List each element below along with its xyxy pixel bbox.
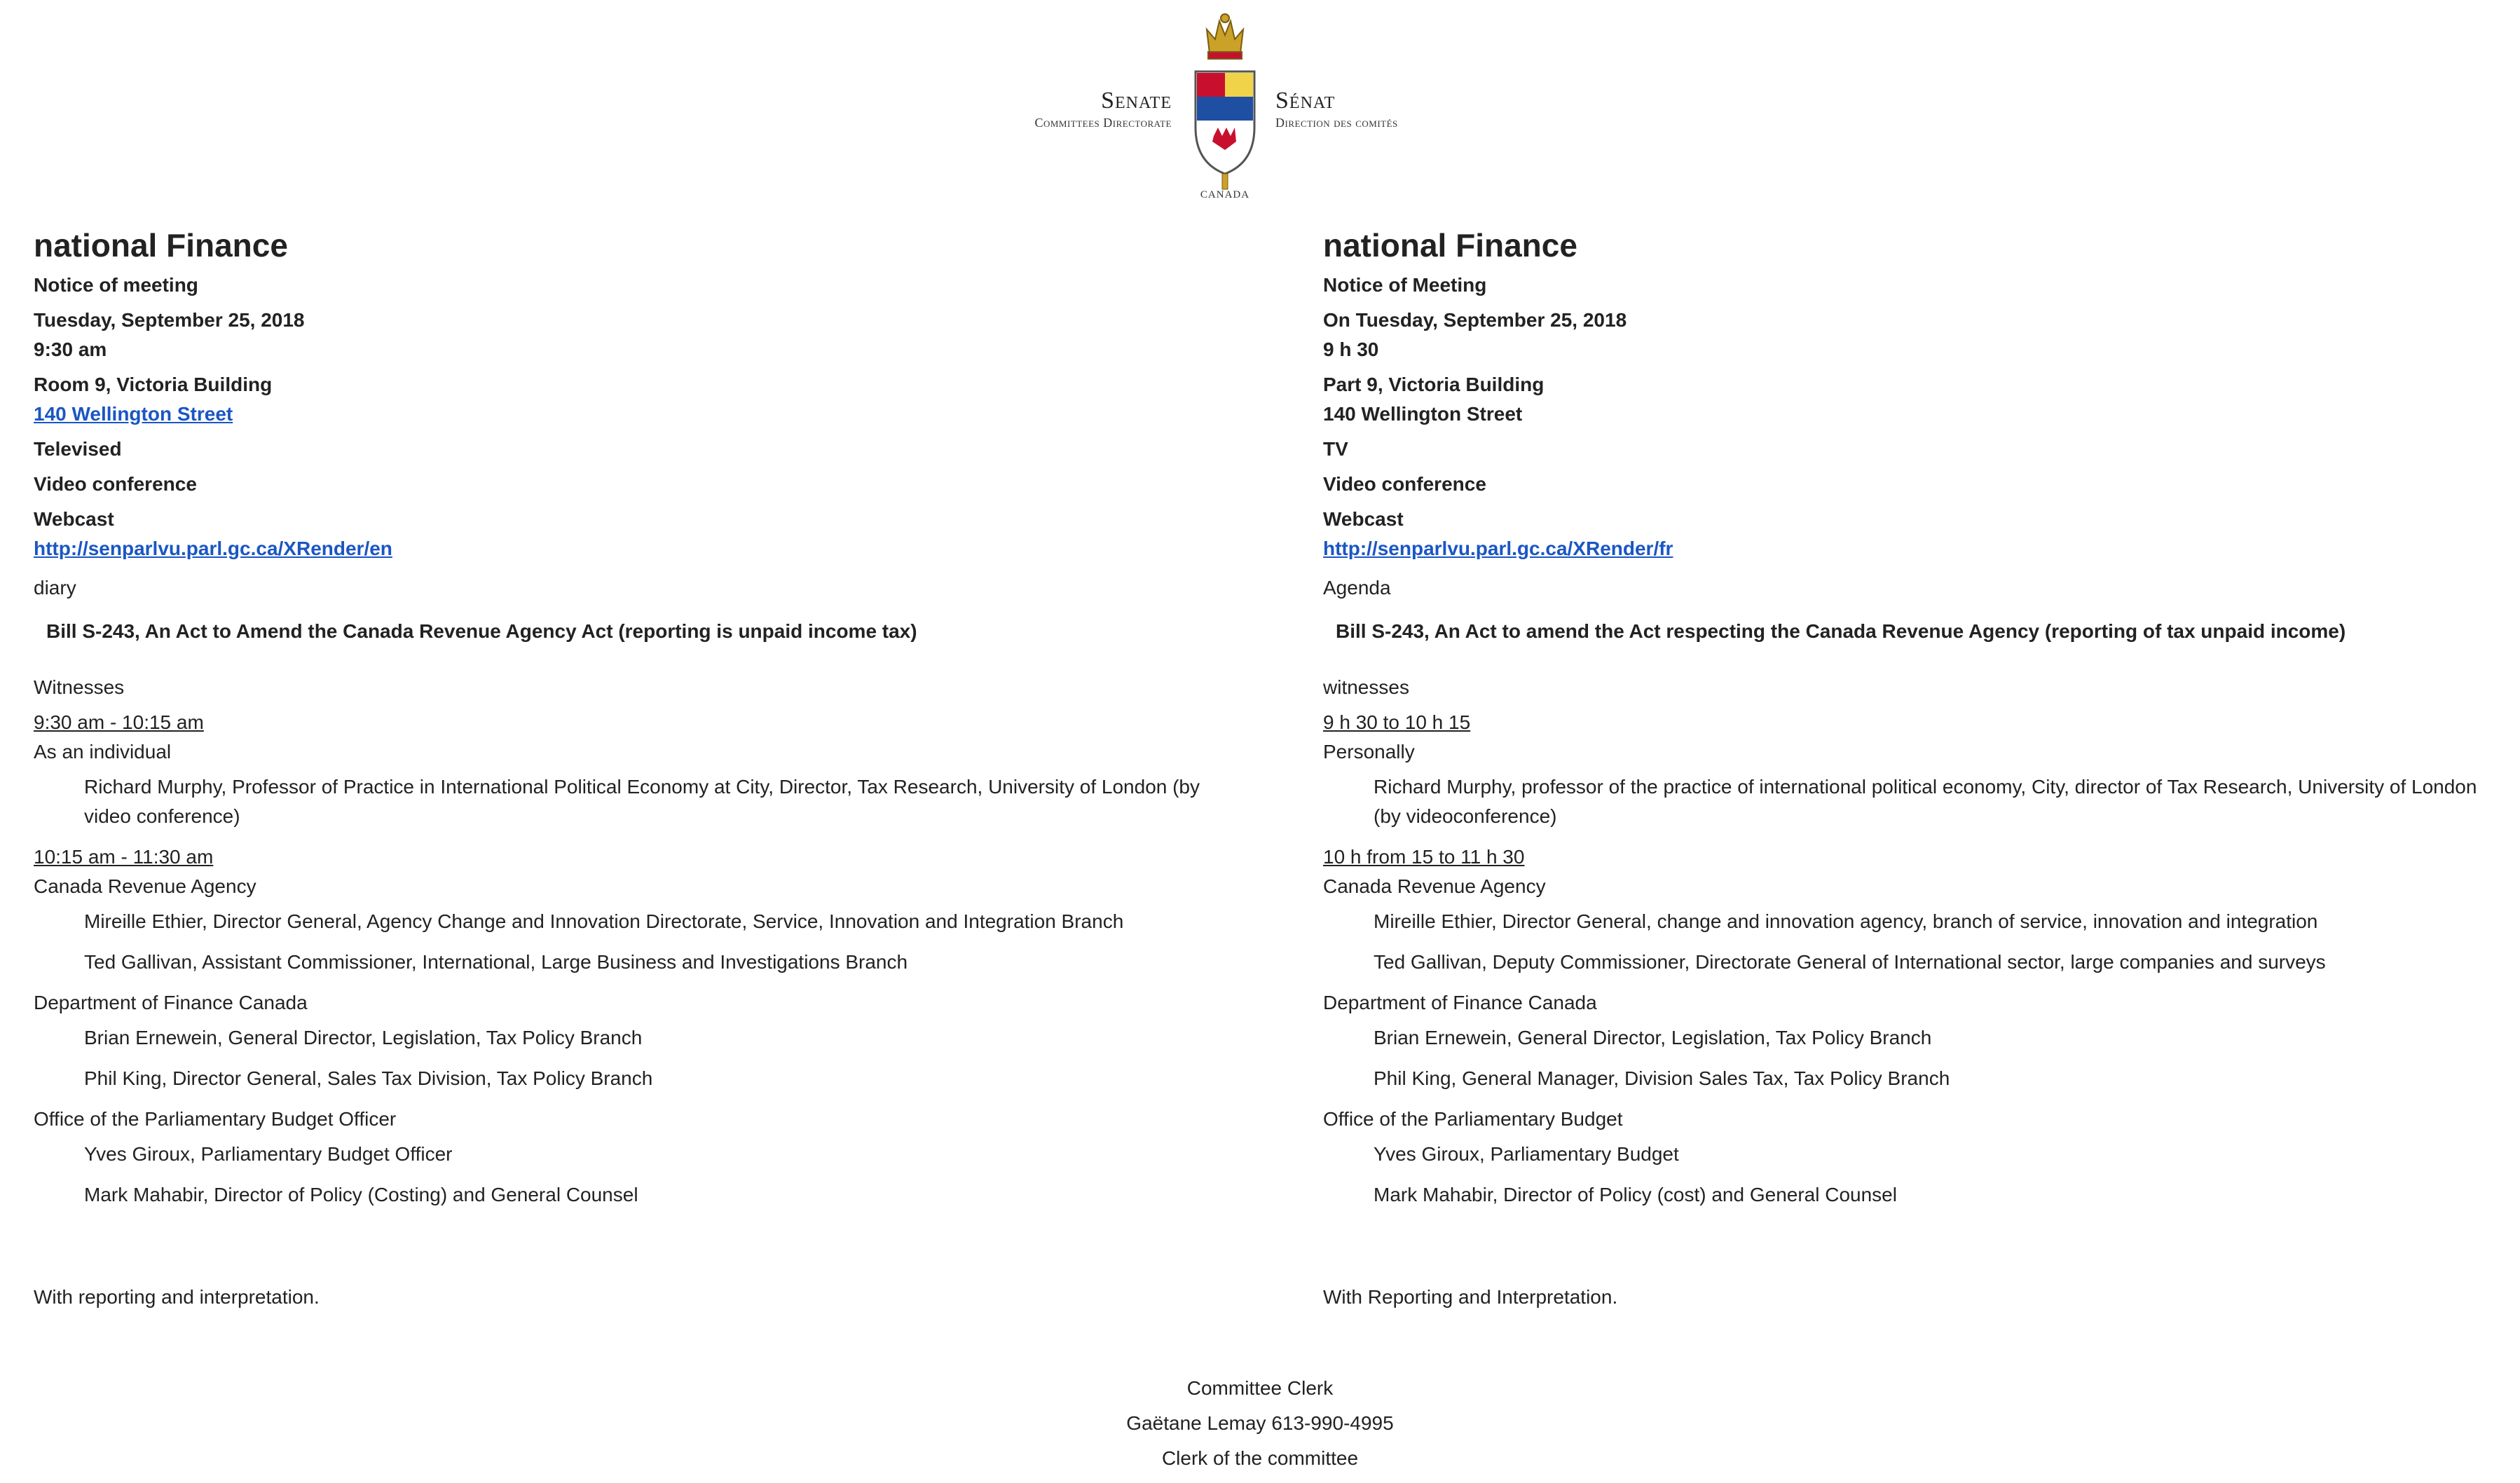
witness-item: Mark Mahabir, Director of Policy (cost) and General Counsel <box>1374 1184 1897 1205</box>
bill-title: Bill S-243, An Act to amend the Act respecting the Canada Revenue Agency (reporting of tax unpaid income) <box>1336 620 2346 642</box>
french-notice-column <box>1323 223 2514 1312</box>
witness-group-finance: Department of Finance Canada <box>34 992 308 1013</box>
webcast-label: Webcast <box>34 508 114 530</box>
closing-note: With Reporting and Interpretation. <box>1323 1286 1618 1308</box>
witness-item: Mireille Ethier, Director General, change and innovation agency, branch of service, innovation and integration <box>1374 910 2318 932</box>
meeting-room: Part 9, Victoria Building <box>1323 374 1545 395</box>
clerk-contact: Gaëtane Lemay 613-990-4995 <box>1126 1412 1394 1434</box>
witness-group-pbo: Office of the Parliamentary Budget <box>1323 1108 1623 1130</box>
clerk-label: Committee Clerk <box>1186 1377 1334 1399</box>
clerk-footer <box>0 1371 2520 1476</box>
witness-item: Phil King, Director General, Sales Tax Division, Tax Policy Branch <box>84 1067 653 1089</box>
witness-group-cra: Canada Revenue Agency <box>34 875 256 897</box>
witness-item: Brian Ernewein, General Director, Legislation, Tax Policy Branch <box>1374 1027 1932 1048</box>
meeting-time: 9 h 30 <box>1323 339 1379 360</box>
webcast-link[interactable]: http://senparlvu.parl.gc.ca/XRender/fr <box>1323 538 1673 559</box>
witness-item: Ted Gallivan, Deputy Commissioner, Directorate General of International sector, large companies and surveys <box>1374 951 2326 973</box>
time-slot-2: 10 h from 15 to 11 h 30 <box>1323 846 1525 868</box>
witness-item: Ted Gallivan, Assistant Commissioner, International, Large Business and Investigations Branch <box>84 951 908 973</box>
meeting-date: Tuesday, September 25, 2018 <box>34 309 305 331</box>
witness-item: Yves Giroux, Parliamentary Budget Officer <box>84 1143 453 1165</box>
witness-item: Richard Murphy, Professor of Practice in International Political Economy at City, Director, Tax Research, University of London (by <box>84 776 1200 798</box>
committee-title: national Finance <box>34 227 288 264</box>
witness-group-individual: Personally <box>1323 741 1415 763</box>
street-address-link[interactable]: 140 Wellington Street <box>34 403 233 425</box>
senate-english-wordmark <box>1034 87 1172 130</box>
senate-title-en: Senate <box>1101 88 1172 114</box>
televised-label: TV <box>1323 438 1348 460</box>
time-slot-1: 9 h 30 to 10 h 15 <box>1323 711 1471 733</box>
witness-item: Mark Mahabir, Director of Policy (Costing) and General Counsel <box>84 1184 638 1205</box>
meeting-time: 9:30 am <box>34 339 107 360</box>
meeting-date: On Tuesday, September 25, 2018 <box>1323 309 1627 331</box>
senate-header <box>0 0 2520 210</box>
witness-item: Richard Murphy, professor of the practice of international political economy, City, director of Tax Research, University of London <box>1374 776 2477 798</box>
senate-subtitle-en: Committees Directorate <box>1034 116 1172 130</box>
bill-title: Bill S-243, An Act to Amend the Canada Revenue Agency Act (reporting is unpaid income tax) <box>46 620 917 642</box>
witness-group-individual: As an individual <box>34 741 172 763</box>
witness-item: Phil King, General Manager, Division Sales Tax, Tax Policy Branch <box>1374 1067 1950 1089</box>
time-slot-2: 10:15 am - 11:30 am <box>34 846 214 868</box>
video-conference-label: Video conference <box>1323 473 1486 495</box>
webcast-label: Webcast <box>1323 508 1404 530</box>
time-slot-1: 9:30 am - 10:15 am <box>34 711 204 733</box>
witness-group-finance: Department of Finance Canada <box>1323 992 1597 1013</box>
witnesses-heading: witnesses <box>1323 676 1409 698</box>
notice-heading: Notice of meeting <box>34 274 198 296</box>
agenda-label: Agenda <box>1323 577 1391 599</box>
webcast-link[interactable]: http://senparlvu.parl.gc.ca/XRender/en <box>34 538 392 559</box>
senate-title-fr: Sénat <box>1275 88 1336 114</box>
senate-subtitle-fr: Direction des comités <box>1275 116 1398 130</box>
street-address: 140 Wellington Street <box>1323 403 1523 425</box>
witness-item: Brian Ernewein, General Director, Legislation, Tax Policy Branch <box>84 1027 643 1048</box>
video-conference-label: Video conference <box>34 473 197 495</box>
agenda-label: diary <box>34 577 76 599</box>
notice-heading: Notice of Meeting <box>1323 274 1487 296</box>
english-notice-column <box>34 223 1267 1312</box>
senate-french-wordmark <box>1275 87 1398 130</box>
witness-group-cra: Canada Revenue Agency <box>1323 875 1546 897</box>
witness-item-continued: (by videoconference) <box>1374 805 1557 827</box>
closing-note: With reporting and interpretation. <box>34 1286 320 1308</box>
witness-item: Mireille Ethier, Director General, Agency Change and Innovation Directorate, Service, Innovation and Integration Branch <box>84 910 1124 932</box>
clerk-label-fr: Clerk of the committee <box>1161 1447 1359 1469</box>
televised-label: Televised <box>34 438 122 460</box>
senate-coat-of-arms-logo <box>1183 8 1267 192</box>
committee-title: national Finance <box>1323 227 1577 264</box>
witness-item-continued: video conference) <box>84 805 240 827</box>
witnesses-heading: Witnesses <box>34 676 125 698</box>
witness-group-pbo: Office of the Parliamentary Budget Officer <box>34 1108 397 1130</box>
witness-item: Yves Giroux, Parliamentary Budget <box>1374 1143 1679 1165</box>
meeting-room: Room 9, Victoria Building <box>34 374 273 395</box>
crest-caption: CANADA <box>1200 189 1250 200</box>
